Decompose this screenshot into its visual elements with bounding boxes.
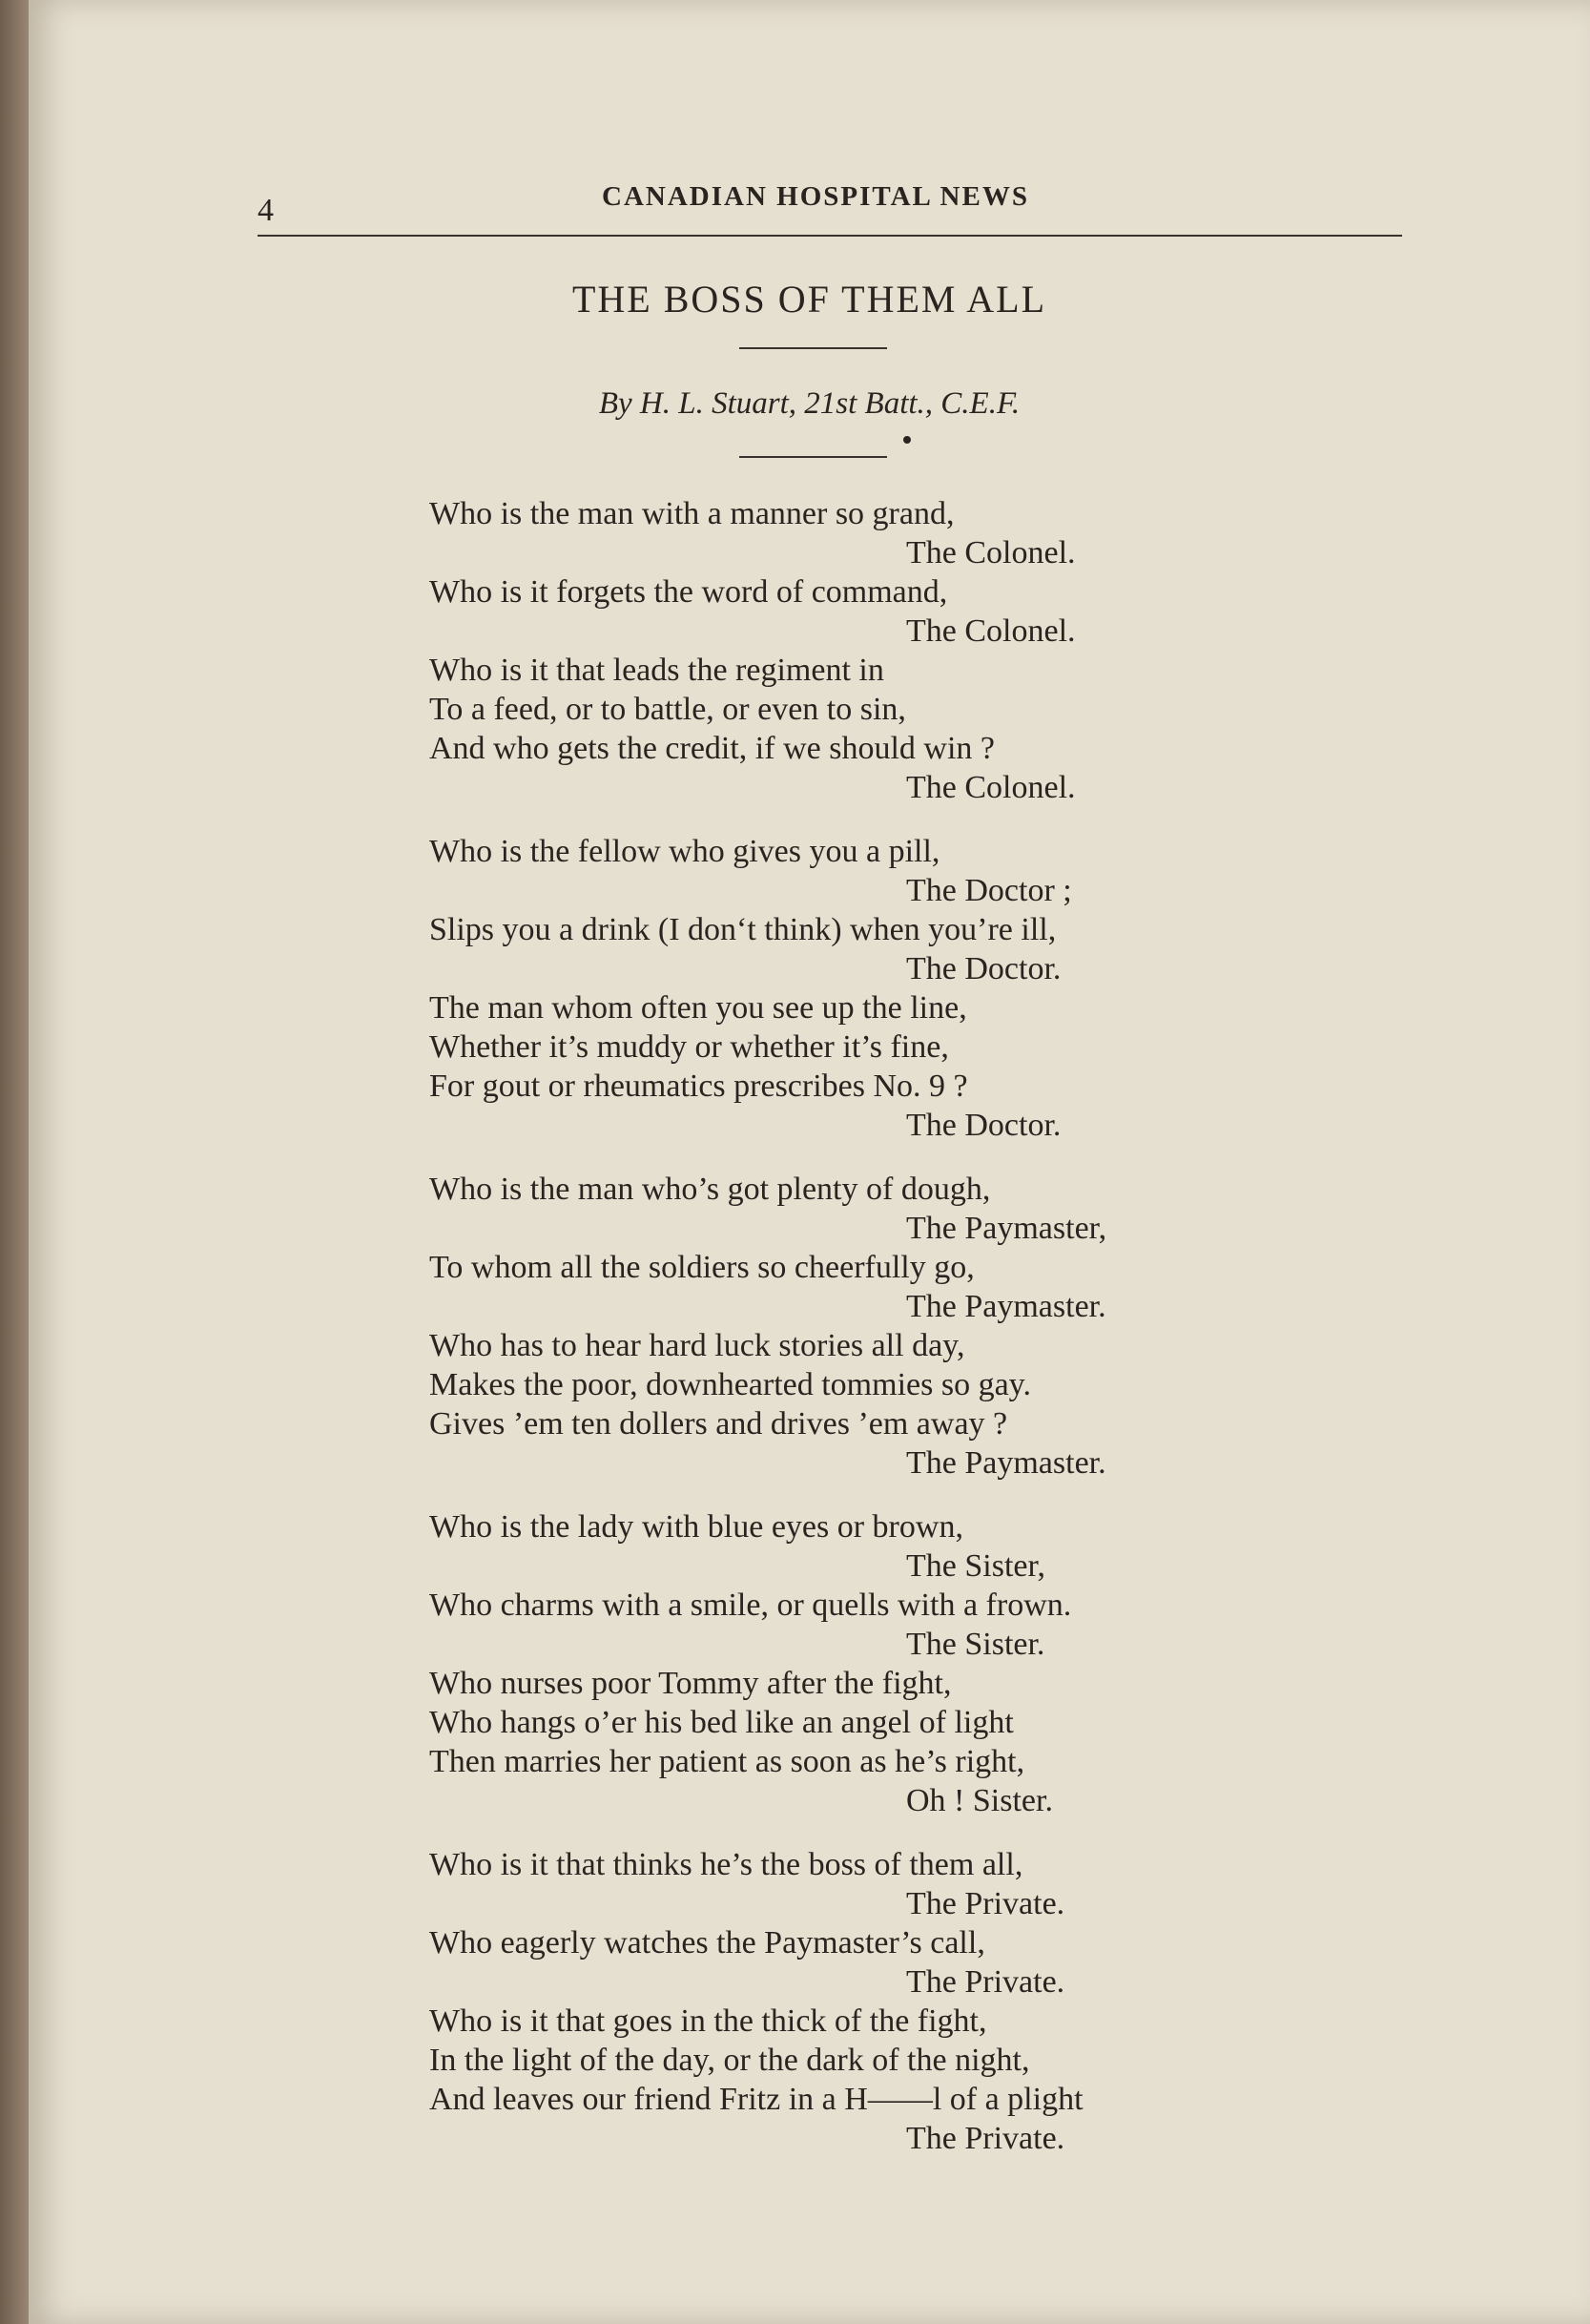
poem-line: Who has to hear hard luck stories all day,: [429, 1328, 965, 1363]
poem-response-line: The Doctor.: [906, 951, 1062, 986]
page-number: 4: [258, 193, 274, 228]
poem-response-line: The Private.: [906, 1964, 1065, 2000]
stanza: [429, 1170, 1383, 1483]
poem-response-line: The Colonel.: [906, 770, 1076, 805]
stanza-gap: [429, 807, 1383, 832]
poem-line: Gives ’em ten dollers and drives ’em away ?: [429, 1406, 1008, 1442]
poem-response-line: The Sister,: [906, 1548, 1045, 1584]
poem-body: [429, 494, 1383, 2158]
poem-response-line: The Paymaster,: [906, 1211, 1107, 1246]
poem-line: Who charms with a smile, or quells with a frown.: [429, 1587, 1072, 1623]
poem-line: And leaves our friend Fritz in a H——l of a plight: [429, 2082, 1084, 2117]
poem-line: Who is it that leads the regiment in: [429, 653, 884, 688]
poem-line: And who gets the credit, if we should win ?: [429, 731, 995, 766]
poem-line: Who nurses poor Tommy after the fight,: [429, 1666, 952, 1701]
poem-line: Who hangs o’er his bed like an angel of light: [429, 1705, 1014, 1740]
page-header: [229, 181, 1402, 239]
poem-response-line: The Sister.: [906, 1627, 1045, 1662]
poem-line: To a feed, or to battle, or even to sin,: [429, 692, 906, 727]
poem-line: Who is it that goes in the thick of the fight,: [429, 2003, 987, 2039]
poem-line: Makes the poor, downhearted tommies so gay.: [429, 1367, 1031, 1402]
poem-line: Who is it that thinks he’s the boss of them all,: [429, 1847, 1023, 1882]
poem-line: Who is the fellow who gives you a pill,: [429, 834, 940, 869]
poem-line: In the light of the day, or the dark of the night,: [429, 2043, 1030, 2078]
poem-line: To whom all the soldiers so cheerfully go,: [429, 1250, 975, 1285]
ornament-dot: [903, 436, 911, 444]
book-spine: [0, 0, 29, 2324]
poem-response-line: The Paymaster.: [906, 1445, 1106, 1481]
poem-line: Who is the lady with blue eyes or brown,: [429, 1509, 963, 1545]
byline: By H. L. Stuart, 21st Batt., C.E.F.: [598, 386, 1021, 421]
poem-response-line: The Private.: [906, 1886, 1065, 1921]
poem-line: For gout or rheumatics prescribes No. 9 ?: [429, 1069, 968, 1104]
poem-response-line: The Private.: [906, 2121, 1065, 2156]
poem-line: Slips you a drink (I don‘t think) when you’re ill,: [429, 912, 1057, 947]
stanza-gap: [429, 1145, 1383, 1170]
stanza-gap: [429, 1820, 1383, 1845]
poem-response-line: The Paymaster.: [906, 1289, 1106, 1324]
stanza: [429, 1845, 1383, 2158]
poem-response-line: Oh ! Sister.: [906, 1783, 1053, 1818]
poem-line: The man whom often you see up the line,: [429, 990, 967, 1026]
poem-response-line: The Doctor ;: [906, 873, 1072, 908]
title-rule: [739, 347, 887, 349]
stanza-gap: [429, 1483, 1383, 1507]
stanza: [429, 1507, 1383, 1820]
byline-rule: [739, 456, 887, 458]
poem-line: Then marries her patient as soon as he’s right,: [429, 1744, 1025, 1779]
poem-line: Who is the man who’s got plenty of dough,: [429, 1172, 991, 1207]
poem-line: Whether it’s muddy or whether it’s fine,: [429, 1029, 949, 1065]
poem-line: Who is the man with a manner so grand,: [429, 496, 955, 531]
poem-line: Who is it forgets the word of command,: [429, 574, 948, 610]
poem-title: THE BOSS OF THEM ALL: [571, 278, 1047, 321]
page: [29, 0, 1590, 2324]
poem-line: Who eagerly watches the Paymaster’s call,: [429, 1925, 985, 1961]
header-rule: [258, 235, 1402, 237]
stanza: [429, 494, 1383, 807]
stanza: [429, 832, 1383, 1145]
poem-response-line: The Colonel.: [906, 535, 1076, 571]
poem-response-line: The Colonel.: [906, 613, 1076, 649]
poem-response-line: The Doctor.: [906, 1108, 1062, 1143]
running-head: CANADIAN HOSPITAL NEWS: [602, 181, 1029, 212]
